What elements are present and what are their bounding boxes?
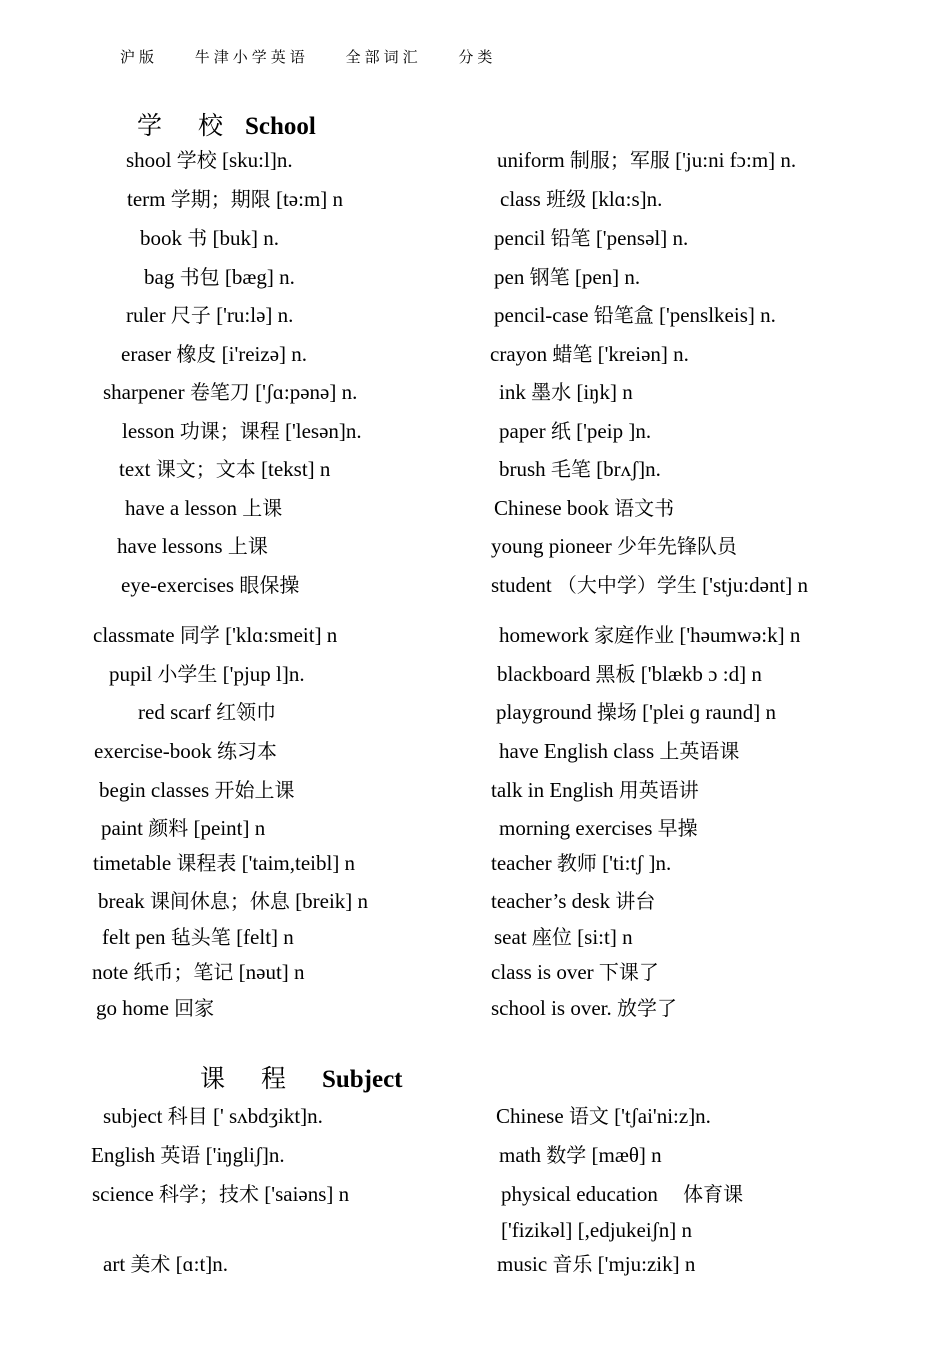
vocab-phonetic: ['mju:zik] n: [597, 1252, 696, 1276]
vocab-english: eye-exercises: [121, 573, 235, 597]
vocab-english: brush: [499, 457, 546, 481]
vocab-english: sharpener: [103, 380, 185, 404]
vocab-english: class: [500, 187, 541, 211]
vocab-chinese: 美术: [130, 1252, 171, 1276]
vocab-phonetic: [peint] n: [193, 816, 266, 840]
vocab-english: exercise-book: [94, 739, 212, 763]
vocab-entry: [494, 225, 688, 251]
vocab-english: seat: [494, 925, 527, 949]
vocab-entry: [496, 1103, 711, 1129]
header-part: 全部词汇: [345, 48, 422, 66]
vocab-phonetic: [felt] n: [236, 925, 294, 949]
header-part: 沪版: [120, 48, 159, 66]
vocab-phonetic: ['penslkeis] n.: [658, 303, 776, 327]
vocab-entry: [491, 995, 677, 1021]
vocab-entry: [99, 777, 294, 803]
vocab-chinese: 功课；课程: [179, 419, 280, 443]
vocab-entry: [102, 924, 294, 950]
vocab-phonetic: [nəut] n: [238, 960, 305, 984]
vocab-english: talk in English: [491, 778, 614, 802]
vocab-english: begin classes: [99, 778, 210, 802]
vocab-phonetic: ['ʃɑ:pənə] n.: [255, 380, 358, 404]
vocab-chinese: 科学；技术: [159, 1182, 260, 1206]
vocab-chinese: 英语: [160, 1143, 201, 1167]
page-header: [120, 46, 524, 67]
vocab-chinese: 放学了: [617, 996, 677, 1020]
vocab-chinese: 体育课: [683, 1182, 744, 1206]
vocab-entry: [499, 738, 739, 764]
vocab-entry: [499, 1142, 662, 1168]
vocab-chinese: 制服；军服: [569, 148, 670, 172]
vocab-entry: [144, 264, 295, 290]
vocab-entry: [499, 815, 698, 841]
vocab-entry: [494, 302, 776, 328]
vocab-entry: [126, 302, 293, 328]
vocab-phonetic: ['ti:tʃ ]n.: [602, 851, 672, 875]
vocab-entry: [91, 1142, 285, 1168]
vocab-chinese: 橡皮: [176, 342, 217, 366]
vocab-entry: [138, 699, 276, 725]
vocab-chinese: 眼保操: [239, 573, 300, 597]
vocab-english: timetable: [93, 851, 172, 875]
vocab-phonetic: ['iŋgliʃ]n.: [205, 1143, 285, 1167]
vocab-english: pupil: [109, 662, 153, 686]
section-title-en: Subject: [321, 1066, 403, 1093]
vocab-english: teacher: [491, 851, 552, 875]
vocab-entry: [491, 888, 655, 914]
vocab-phonetic: ['kreiən] n.: [597, 342, 689, 366]
vocab-phonetic: ['ru:lə] n.: [216, 303, 294, 327]
vocab-english: blackboard: [497, 662, 591, 686]
vocab-english: go home: [96, 996, 169, 1020]
section-title-cn: 课 程: [200, 1064, 300, 1093]
vocab-english: Chinese book: [494, 496, 609, 520]
vocab-chinese: 钢笔: [529, 265, 570, 289]
vocab-phonetic: [breik] n: [295, 889, 369, 913]
vocab-entry: [497, 147, 796, 173]
vocab-english: art: [103, 1252, 126, 1276]
vocab-entry: [103, 1251, 228, 1277]
section-title-subject: [200, 1059, 403, 1095]
header-part: 牛津小学英语: [194, 48, 309, 66]
vocab-chinese: 科目: [167, 1104, 208, 1128]
vocab-phonetic: [sku:l]n.: [222, 148, 293, 172]
vocab-phonetic: ['pjup l]n.: [222, 662, 305, 686]
vocab-chinese: 颜料: [148, 816, 189, 840]
vocab-chinese: 上英语课: [659, 739, 740, 763]
vocab-english: paint: [101, 816, 143, 840]
vocab-english: pen: [494, 265, 525, 289]
vocab-english: student: [491, 573, 552, 597]
vocab-chinese: 上课: [227, 534, 268, 558]
vocab-chinese: 尺子: [170, 303, 211, 327]
vocab-chinese: 蜡笔: [552, 342, 593, 366]
vocab-chinese: 卷笔刀: [189, 380, 250, 404]
vocab-phonetic: ['plei ɡ raund] n: [642, 700, 776, 724]
vocab-chinese: 铅笔盒: [593, 303, 654, 327]
vocab-entry: [92, 959, 305, 985]
vocab-entry: [92, 1181, 349, 1207]
vocab-chinese: 早操: [657, 816, 698, 840]
vocab-phonetic: ['həumwə:k] n: [679, 623, 801, 647]
vocab-chinese: 下课了: [598, 960, 659, 984]
section-title-school: [137, 106, 316, 142]
vocab-chinese: 上课: [242, 496, 283, 520]
vocab-entry: [491, 850, 671, 876]
vocab-chinese: （大中学）学生: [556, 573, 697, 597]
vocab-chinese: 课程表: [176, 851, 237, 875]
vocab-english: English: [91, 1143, 156, 1167]
vocab-entry: [140, 225, 279, 251]
vocab-phonetic: ['peip ]n.: [576, 419, 652, 443]
vocab-chinese: 课间休息；休息: [149, 889, 290, 913]
vocab-entry: [121, 572, 299, 598]
vocab-entry: [126, 147, 293, 173]
vocab-phonetic: ['ju:ni fɔ:m] n.: [675, 148, 797, 172]
vocab-chinese: 语文: [568, 1104, 609, 1128]
vocab-chinese: 讲台: [615, 889, 656, 913]
vocab-phonetic: ['taim,teibl] n: [241, 851, 356, 875]
vocab-chinese: 书: [187, 226, 208, 250]
vocab-entry: [94, 738, 277, 764]
vocab-phonetic: ['lesən]n.: [285, 419, 362, 443]
vocab-entry: [500, 186, 662, 212]
vocab-english: math: [499, 1143, 541, 1167]
vocab-english: homework: [499, 623, 589, 647]
vocab-english: bag: [144, 265, 175, 289]
vocab-chinese: 毡头笔: [170, 925, 231, 949]
vocab-entry: [122, 418, 362, 444]
vocab-english: uniform: [497, 148, 565, 172]
vocab-entry: [119, 456, 330, 482]
vocab-chinese: 铅笔: [550, 226, 591, 250]
vocab-entry: [103, 379, 357, 405]
vocab-chinese: 黑板: [595, 662, 636, 686]
vocab-phonetic: [ɑ:t]n.: [175, 1252, 229, 1276]
vocab-entry: [98, 888, 368, 914]
vocab-english: Chinese: [496, 1104, 564, 1128]
vocab-phonetic: ['saiəns] n: [264, 1182, 350, 1206]
vocab-english: have lessons: [117, 534, 223, 558]
vocab-english: ink: [499, 380, 526, 404]
vocab-phonetic: [pen] n.: [574, 265, 641, 289]
vocab-phonetic: [brʌʃ]n.: [596, 457, 661, 481]
vocab-entry: [93, 622, 337, 648]
vocab-english: young pioneer: [491, 534, 612, 558]
vocab-entry: [96, 995, 214, 1021]
vocab-english: school is over.: [491, 996, 612, 1020]
vocab-english: teacher’s desk: [491, 889, 611, 913]
vocab-chinese: 家庭作业: [594, 623, 675, 647]
vocab-english: eraser: [121, 342, 172, 366]
vocab-chinese: 数学: [546, 1143, 587, 1167]
section-title-cn: 学 校: [137, 111, 237, 140]
vocab-phonetic: [si:t] n: [577, 925, 633, 949]
vocab-phonetic: ['stju:dənt] n: [702, 573, 809, 597]
vocab-phonetic: [buk] n.: [212, 226, 279, 250]
vocab-chinese: 红领巾: [216, 700, 277, 724]
vocab-chinese: 同学: [179, 623, 220, 647]
vocab-entry: [499, 379, 633, 405]
vocab-chinese: 回家: [174, 996, 215, 1020]
vocab-chinese: 教师: [556, 851, 597, 875]
vocab-phonetic: ['klɑ:smeit] n: [225, 623, 338, 647]
vocab-chinese: 学校: [176, 148, 217, 172]
vocab-english: have a lesson: [125, 496, 237, 520]
vocab-chinese: 墨水: [531, 380, 572, 404]
vocab-chinese: 语文书: [614, 496, 675, 520]
vocab-entry: [499, 456, 661, 482]
vocab-english: pencil: [494, 226, 546, 250]
vocab-english: morning exercises: [499, 816, 653, 840]
vocab-chinese: 学期；期限: [170, 187, 271, 211]
vocab-entry: [499, 622, 800, 648]
vocab-phonetic: ['pensəl] n.: [595, 226, 689, 250]
vocab-chinese: 练习本: [217, 739, 278, 763]
vocab-phonetic: ['blækb ɔ :d] n: [640, 662, 762, 686]
vocab-english: classmate: [93, 623, 175, 647]
vocab-english: paper: [499, 419, 546, 443]
vocab-entry: [494, 495, 674, 521]
vocab-entry: [491, 572, 808, 598]
vocab-phonetic: ['fizikəl] [,edjukeiʃn] n: [501, 1218, 692, 1242]
vocab-english: ruler: [126, 303, 166, 327]
vocab-english: lesson: [122, 419, 175, 443]
vocab-entry: [103, 1103, 323, 1129]
vocab-entry: [501, 1181, 743, 1243]
vocab-chinese: 小学生: [157, 662, 218, 686]
vocab-entry: [497, 661, 762, 687]
section-title-en: School: [244, 113, 316, 140]
vocab-english: pencil-case: [494, 303, 589, 327]
vocab-english: physical education: [501, 1182, 658, 1206]
vocab-chinese: 用英语讲: [618, 778, 699, 802]
vocab-entry: [496, 699, 776, 725]
vocab-phonetic: [bæg] n.: [224, 265, 295, 289]
vocab-chinese: 音乐: [552, 1252, 593, 1276]
vocab-entry: [494, 924, 633, 950]
vocab-entry: [117, 533, 268, 559]
vocab-chinese: 毛笔: [550, 457, 591, 481]
vocab-english: note: [92, 960, 129, 984]
vocab-phonetic: [' sʌbdʒikt]n.: [212, 1104, 323, 1128]
vocab-english: red scarf: [138, 700, 211, 724]
vocab-entry: [490, 341, 689, 367]
vocab-chinese: 班级: [546, 187, 587, 211]
vocab-entry: [125, 495, 282, 521]
vocab-english: break: [98, 889, 145, 913]
vocab-chinese: 开始上课: [214, 778, 295, 802]
vocab-entry: [101, 815, 265, 841]
vocab-english: term: [127, 187, 166, 211]
vocab-chinese: 课文；文本: [155, 457, 256, 481]
vocab-chinese: 座位: [531, 925, 572, 949]
vocab-english: felt pen: [102, 925, 166, 949]
vocab-english: subject: [103, 1104, 163, 1128]
vocab-phonetic: [mæθ] n: [591, 1143, 662, 1167]
vocab-entry: [109, 661, 305, 687]
vocab-entry: [491, 777, 699, 803]
vocab-entry: [127, 186, 343, 212]
vocab-entry: [499, 418, 651, 444]
vocab-english: class is over: [491, 960, 594, 984]
vocab-english: music: [497, 1252, 548, 1276]
vocab-entry: [497, 1251, 695, 1277]
header-part: 分类: [458, 48, 497, 66]
vocab-entry: [494, 264, 640, 290]
vocab-entry: [491, 959, 659, 985]
vocab-chinese: 操场: [596, 700, 637, 724]
vocab-english: text: [119, 457, 151, 481]
vocab-phonetic: [iŋk] n: [576, 380, 633, 404]
vocab-phonetic: ['tʃai'ni:z]n.: [614, 1104, 711, 1128]
vocab-phonetic: [i'reizə] n.: [221, 342, 308, 366]
vocab-english: playground: [496, 700, 592, 724]
vocab-phonetic: [tekst] n: [261, 457, 331, 481]
vocab-entry: [491, 533, 737, 559]
vocab-entry: [121, 341, 307, 367]
vocab-entry: [93, 850, 355, 876]
vocab-chinese: 书包: [179, 265, 220, 289]
vocab-english: science: [92, 1182, 154, 1206]
vocab-chinese: 纸: [550, 419, 571, 443]
vocab-chinese: 纸币；笔记: [133, 960, 234, 984]
vocab-phonetic: [klɑ:s]n.: [591, 187, 663, 211]
vocab-english: book: [140, 226, 182, 250]
vocab-chinese: 少年先锋队员: [616, 534, 737, 558]
vocab-english: shool: [126, 148, 172, 172]
vocab-english: crayon: [490, 342, 548, 366]
vocab-phonetic: [tə:m] n: [275, 187, 344, 211]
vocab-english: have English class: [499, 739, 655, 763]
